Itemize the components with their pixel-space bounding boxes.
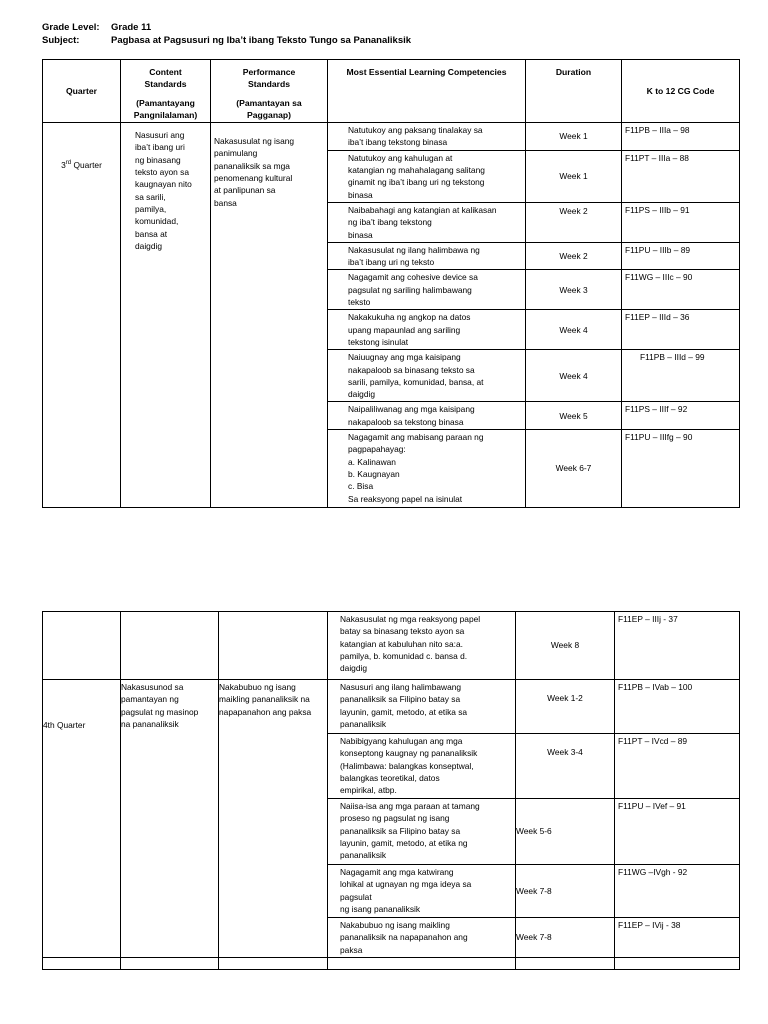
grade-level-label: Grade Level: bbox=[42, 22, 100, 33]
duration-cell: Week 7-8 bbox=[516, 865, 615, 918]
content-standard-q4: Nakasusunod sa pamantayan ng pagsulat ng masinop na pananaliksik bbox=[121, 680, 219, 958]
subject-label: Subject: bbox=[42, 35, 80, 46]
melc-cell: Nagagamit ang mga katwirang lohikal at ugnayan ng mga ideya sa pagsulat ng isang pananaliksik bbox=[328, 865, 516, 918]
melc-cell: Nakasusulat ng ilang halimbawa ng iba’t ibang uri ng teksto bbox=[328, 242, 526, 270]
empty-cell bbox=[516, 958, 615, 970]
cg-code-cell: F11PU – IIIfg – 90 bbox=[622, 430, 740, 508]
subject-value: Pagbasa at Pagsusuri ng Iba’t ibang Teksto Tungo sa Pananaliksik bbox=[111, 35, 412, 46]
duration-cell: Week 3 bbox=[526, 270, 622, 310]
empty-cell bbox=[615, 958, 740, 970]
col-header-duration: Duration bbox=[526, 60, 622, 123]
empty-cell bbox=[328, 958, 516, 970]
quarter-cell-q4: 4th Quarter bbox=[43, 680, 121, 958]
cg-code-cell: F11WG –IVgh - 92 bbox=[615, 865, 740, 918]
performance-standard-blank bbox=[219, 612, 328, 680]
cg-code-cell: F11PB – IIIa – 98 bbox=[622, 123, 740, 151]
duration-cell: Week 7-8 bbox=[516, 918, 615, 958]
duration-cell: Week 4 bbox=[526, 310, 622, 350]
cg-code-cell: F11EP – IVij - 38 bbox=[615, 918, 740, 958]
cg-code-cell: F11PB – IVab – 100 bbox=[615, 680, 740, 734]
melc-cell: Nakakukuha ng angkop na datos upang mapaunlad ang sariling tekstong isinulat bbox=[328, 310, 526, 350]
duration-cell: Week 5-6 bbox=[516, 799, 615, 865]
content-standard-blank bbox=[121, 612, 219, 680]
duration-cell: Week 1-2 bbox=[516, 680, 615, 734]
melc-cell: Nabibigyang kahulugan ang mga konseptong kaugnay ng pananaliksik (Halimbawa: balangkas konseptwal, balangkas teoretikal, datos empirikal, atbp. bbox=[328, 734, 516, 799]
grade-level-value: Grade 11 bbox=[111, 22, 152, 33]
duration-cell: Week 4 bbox=[526, 350, 622, 402]
empty-cell bbox=[219, 958, 328, 970]
col-header-quarter: Quarter bbox=[43, 60, 121, 123]
cg-code-cell: F11WG – IIIc – 90 bbox=[622, 270, 740, 310]
melc-cell: Natutukoy ang kahulugan at katangian ng mahahalagang salitang ginamit ng iba’t ibang uri ng tekstong binasa bbox=[328, 150, 526, 202]
melc-cell: Nasusuri ang ilang halimbawang pananaliksik sa Filipino batay sa layunin, gamit, metodo, at etika sa pananaliksik bbox=[328, 680, 516, 734]
curriculum-table-q3 bbox=[42, 59, 740, 508]
melc-cell: Nakasusulat ng mga reaksyong papel batay sa binasang teksto ayon sa katangian at kabuluhan nito sa:a. pamilya, b. komunidad c. bansa d. daigdig bbox=[328, 612, 516, 680]
cg-code-cell: F11PS – IIIf – 92 bbox=[622, 402, 740, 430]
col-header-cg-code: K to 12 CG Code bbox=[622, 60, 740, 123]
quarter-cell-blank bbox=[43, 612, 121, 680]
performance-standard-q4: Nakabubuo ng isang maikling pananaliksik na napapanahon ang paksa bbox=[219, 680, 328, 958]
duration-cell: Week 2 bbox=[526, 202, 622, 242]
duration-cell: Week 5 bbox=[526, 402, 622, 430]
table-header-row bbox=[43, 60, 740, 123]
cg-code-cell: F11EP – IIId – 36 bbox=[622, 310, 740, 350]
quarter-cell-q3: 3rd Quarter bbox=[43, 123, 121, 508]
melc-cell: Naiisa-isa ang mga paraan at tamang proseso ng pagsulat ng isang pananaliksik sa Filipino batay sa layunin, gamit, metodo, at etika ng pananaliksik bbox=[328, 799, 516, 865]
empty-cell bbox=[121, 958, 219, 970]
content-standard-q3: Nasusuri ang iba’t ibang uri ng binasang teksto ayon sa kaugnayan nito sa sarili, pamilya, komunidad, bansa at daigdig bbox=[121, 123, 211, 508]
performance-standard-q3: Nakasusulat ng isang panimulang pananaliksik sa mga penomenang kultural at panlipunan sa bansa bbox=[211, 123, 328, 508]
cg-code-cell: F11PB – IIId – 99 bbox=[622, 350, 740, 402]
duration-cell: Week 3-4 bbox=[516, 734, 615, 799]
melc-cell: Naibabahagi ang katangian at kalikasan ng iba’t ibang tekstong binasa bbox=[328, 202, 526, 242]
melc-cell: Nakabubuo ng isang maikling pananaliksik na napapanahon ang paksa bbox=[328, 918, 516, 958]
col-header-performance-standards: Performance Standards (Pamantayan sa Pagganap) bbox=[211, 60, 328, 123]
cg-code-cell: F11PU – IVef – 91 bbox=[615, 799, 740, 865]
cg-code-cell: F11PT – IIIa – 88 bbox=[622, 150, 740, 202]
duration-cell: Week 8 bbox=[516, 612, 615, 680]
table-row-empty bbox=[43, 958, 740, 970]
col-header-melc: Most Essential Learning Competencies bbox=[328, 60, 526, 123]
cg-code-cell: F11PU – IIIb – 89 bbox=[622, 242, 740, 270]
melc-cell: Natutukoy ang paksang tinalakay sa iba’t ibang tekstong binasa bbox=[328, 123, 526, 151]
melc-cell: Naipaliliwanag ang mga kaisipang nakapaloob sa tekstong binasa bbox=[328, 402, 526, 430]
cg-code-cell: F11PS – IIIb – 91 bbox=[622, 202, 740, 242]
cg-code-cell: F11EP – IIIj - 37 bbox=[615, 612, 740, 680]
table-row bbox=[43, 612, 740, 680]
duration-cell: Week 1 bbox=[526, 150, 622, 202]
table-row bbox=[43, 680, 740, 734]
curriculum-table-q4 bbox=[42, 611, 740, 970]
empty-cell bbox=[43, 958, 121, 970]
table-row bbox=[43, 123, 740, 151]
duration-cell: Week 2 bbox=[526, 242, 622, 270]
cg-code-cell: F11PT – IVcd – 89 bbox=[615, 734, 740, 799]
melc-cell: Nagagamit ang cohesive device sa pagsulat ng sariling halimbawang teksto bbox=[328, 270, 526, 310]
duration-cell: Week 6-7 bbox=[526, 430, 622, 508]
col-header-content-standards: Content Standards (Pamantayang Pangnilalaman) bbox=[121, 60, 211, 123]
duration-cell: Week 1 bbox=[526, 123, 622, 151]
melc-cell: Nagagamit ang mabisang paraan ng pagpapahayag: a. Kalinawan b. Kaugnayan c. Bisa Sa reaksyong papel na isinulat bbox=[328, 430, 526, 508]
melc-cell: Naiuugnay ang mga kaisipang nakapaloob sa binasang teksto sa sarili, pamilya, komunidad, bansa, at daigdig bbox=[328, 350, 526, 402]
